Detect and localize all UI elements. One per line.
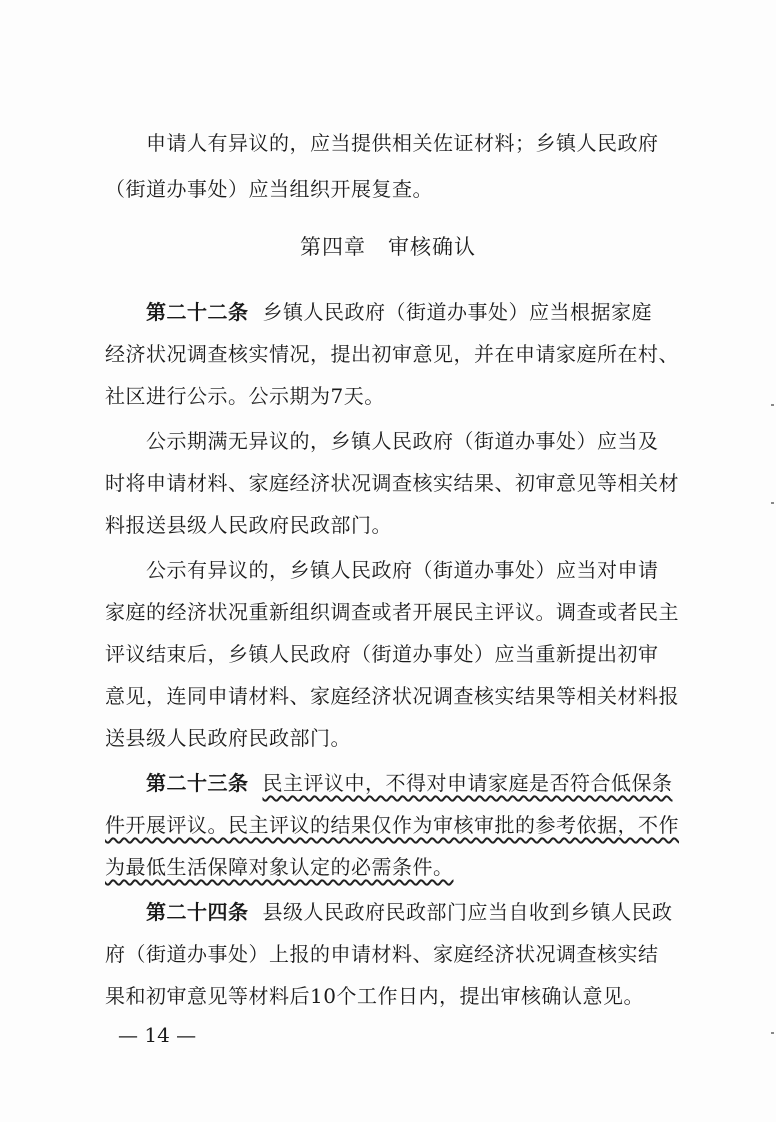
text-line: 评议结束后，乡镇人民政府（街道办事处）应当重新提出初审 bbox=[105, 642, 659, 666]
text-line: 果和初审意见等材料后10个工作日内，提出审核确认意见。 bbox=[105, 984, 644, 1008]
underlined-text: 民主评议中，不得对申请家庭是否符合低保条 bbox=[262, 771, 673, 795]
text-line: 社区进行公示。公示期为7天。 bbox=[105, 384, 385, 408]
scan-mark bbox=[771, 502, 774, 504]
text-span: 乡镇人民政府（街道办事处）应当根据家庭 bbox=[262, 300, 652, 324]
scan-mark bbox=[771, 404, 774, 406]
text-line: 时将申请材料、家庭经济状况调查核实结果、初审意见等相关材 bbox=[105, 471, 679, 495]
article-24-number: 第二十四条 bbox=[146, 900, 249, 924]
text-line: 申请人有异议的，应当提供相关佐证材料；乡镇人民政府 bbox=[146, 131, 659, 155]
scan-mark bbox=[771, 1032, 774, 1034]
text-line: 公示期满无异议的，乡镇人民政府（街道办事处）应当及 bbox=[146, 429, 659, 453]
article-22-number: 第二十二条 bbox=[146, 300, 249, 324]
text-line bbox=[105, 852, 690, 882]
text-span: 县级人民政府民政部门应当自收到乡镇人民政 bbox=[262, 900, 673, 924]
page-number: — 14 — bbox=[118, 1023, 197, 1047]
text-line bbox=[105, 810, 690, 840]
underlined-text: 件开展评议。民主评议的结果仅作为审核审批的参考依据，不作 bbox=[105, 813, 679, 837]
text-line: 经济状况调查核实情况，提出初审意见，并在申请家庭所在村、 bbox=[105, 342, 679, 366]
text-line: （街道办事处）应当组织开展复查。 bbox=[105, 177, 433, 201]
text-line: 家庭的经济状况重新组织调查或者开展民主评议。调查或者民主 bbox=[105, 600, 679, 624]
text-line: 公示有异议的，乡镇人民政府（街道办事处）应当对申请 bbox=[146, 558, 659, 582]
chapter-heading: 第四章 审核确认 bbox=[300, 235, 476, 259]
article-23-number: 第二十三条 bbox=[146, 771, 249, 795]
underlined-text: 为最低生活保障对象认定的必需条件。 bbox=[105, 855, 454, 879]
text-line: 府（街道办事处）上报的申请材料、家庭经济状况调查核实结 bbox=[105, 942, 659, 966]
text-line: 料报送县级人民政府民政部门。 bbox=[105, 513, 392, 537]
article-22-first-line bbox=[146, 297, 690, 327]
article-23-first-line bbox=[146, 768, 690, 798]
text-line: 意见，连同申请材料、家庭经济状况调查核实结果等相关材料报 bbox=[105, 684, 679, 708]
text-line: 送县级人民政府民政部门。 bbox=[105, 726, 351, 750]
article-24-first-line bbox=[146, 897, 690, 927]
